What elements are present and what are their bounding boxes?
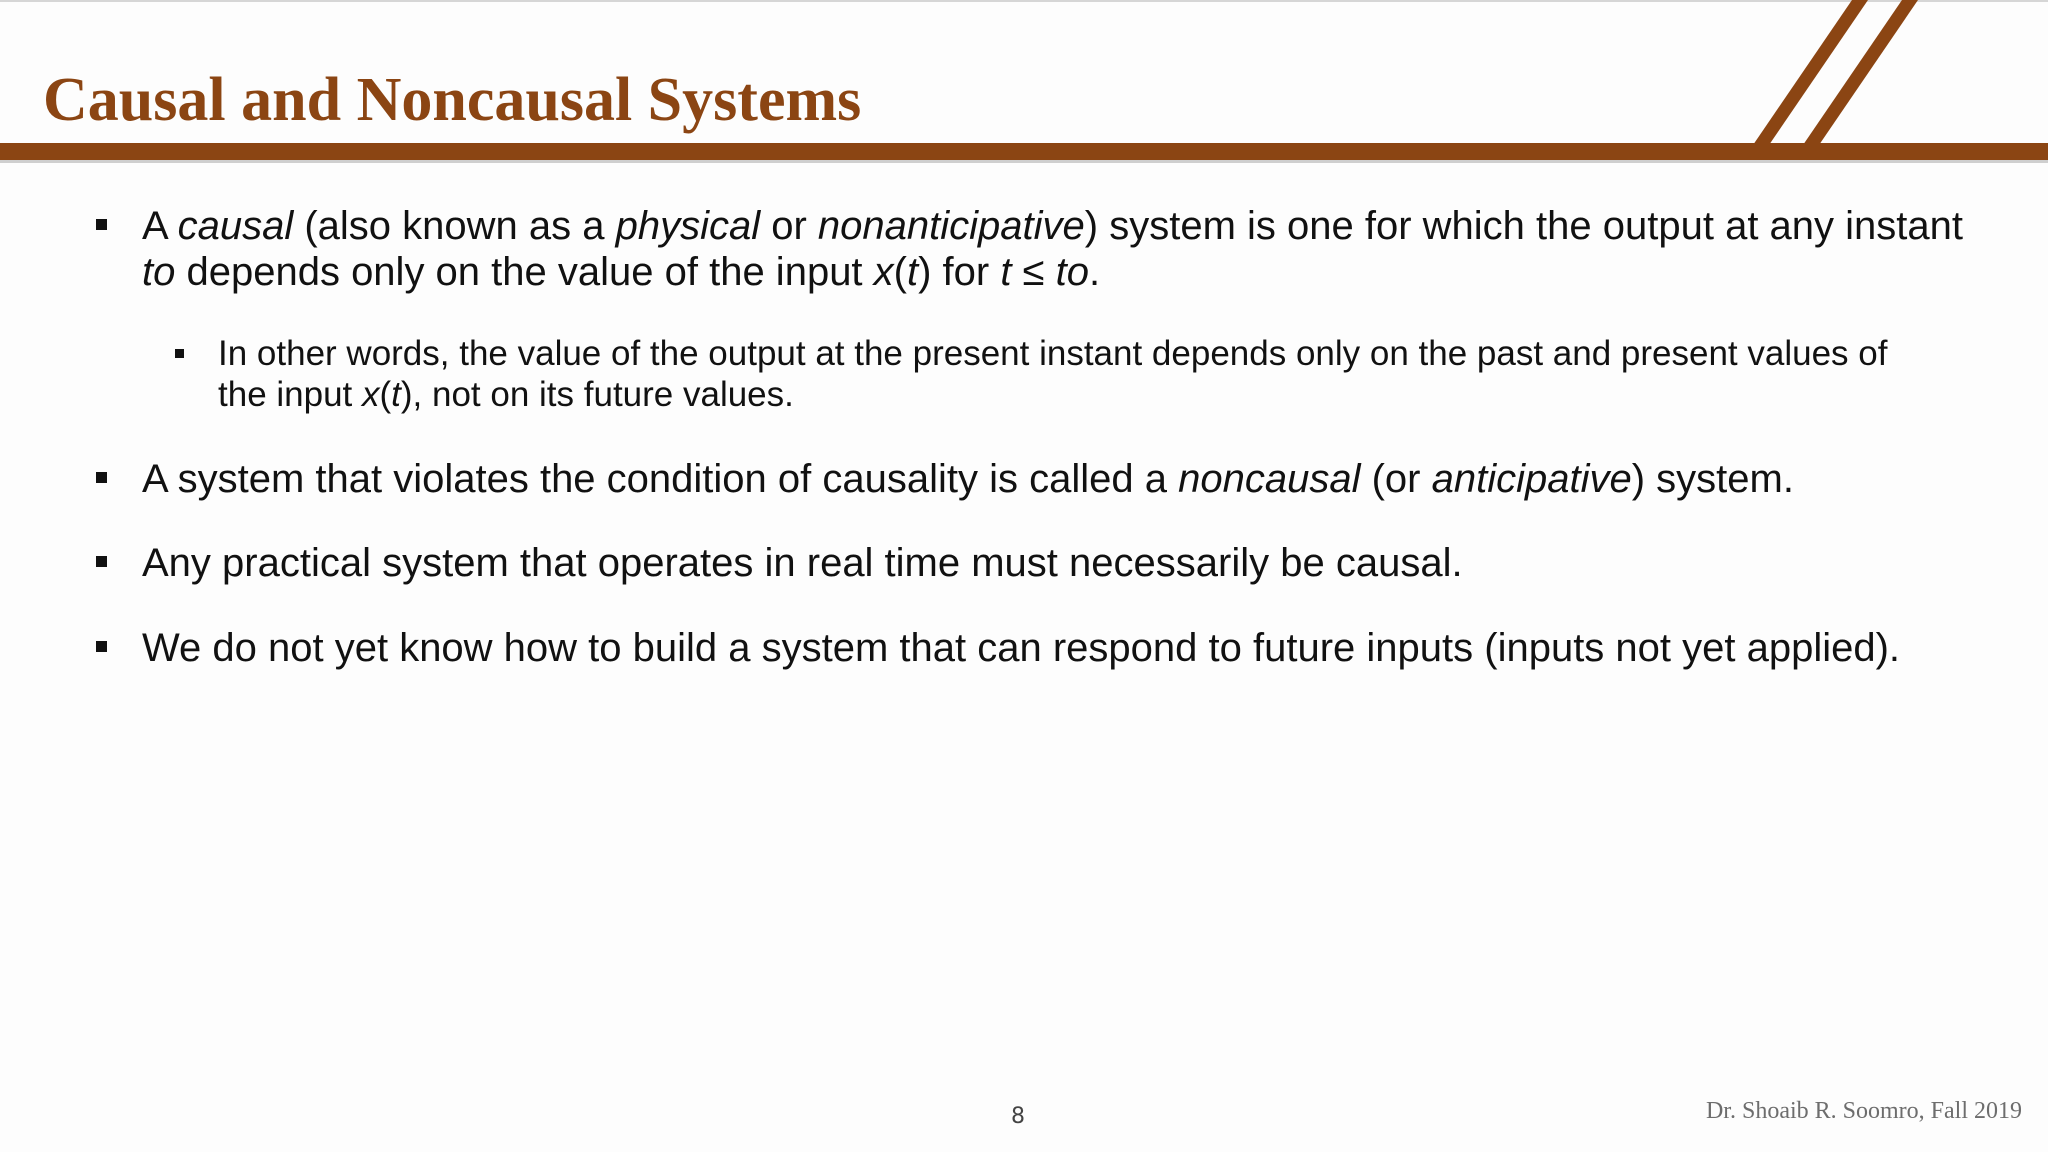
italic-term: t: [907, 250, 919, 294]
text-run: or: [760, 204, 818, 248]
bullet-marker: [96, 219, 107, 230]
italic-term: to: [142, 250, 176, 294]
italic-term: t: [1000, 250, 1012, 294]
italic-term: physical: [615, 204, 761, 248]
text-run: .: [1089, 250, 1101, 294]
text-run: ) for: [918, 250, 1001, 294]
sub-bullet-text: [218, 333, 1918, 415]
text-run: A: [142, 204, 178, 248]
text-run: ≤: [1011, 250, 1056, 294]
bullet-marker: [96, 641, 107, 652]
bullet-text: [142, 540, 1972, 586]
slide-title: Causal and Noncausal Systems: [43, 66, 862, 134]
text-run: (: [893, 250, 907, 294]
text-run: In other words, the value of the output at the present instant depends only on the past and present values of the input: [218, 334, 1888, 414]
text-run: Any practical system that operates in real time must necessarily be causal.: [142, 541, 1463, 585]
page-number: 8: [1011, 1104, 1025, 1129]
text-run: A system that violates the condition of causality is called a: [142, 457, 1179, 501]
text-run: ) system is one for which the output at any instant: [1084, 204, 1964, 248]
italic-term: noncausal: [1178, 457, 1361, 501]
text-run: (or: [1360, 457, 1432, 501]
bullet-marker: [96, 556, 107, 567]
footer-credit: Dr. Shoaib R. Soomro, Fall 2019: [1705, 1098, 2022, 1124]
bullet-text: [142, 456, 2022, 502]
text-run: ) system.: [1631, 457, 1794, 501]
italic-term: causal: [177, 204, 294, 248]
italic-term: x: [362, 375, 380, 414]
bullet-text: [142, 203, 1972, 295]
italic-term: x: [873, 250, 894, 294]
bullet-text: [142, 625, 1902, 671]
text-run: (also known as a: [293, 204, 616, 248]
text-run: We do not yet know how to build a system that can respond to future inputs (inputs not yet applied).: [142, 626, 1901, 670]
italic-term: to: [1055, 250, 1090, 294]
bullet-marker: [96, 472, 107, 483]
sub-bullet-marker: [175, 349, 184, 358]
text-run: depends only on the value of the input: [175, 250, 874, 294]
text-run: (: [379, 375, 392, 414]
italic-term: nonanticipative: [817, 204, 1085, 248]
italic-term: anticipative: [1431, 457, 1632, 501]
italic-term: t: [391, 375, 401, 414]
text-run: ), not on its future values.: [400, 375, 794, 414]
